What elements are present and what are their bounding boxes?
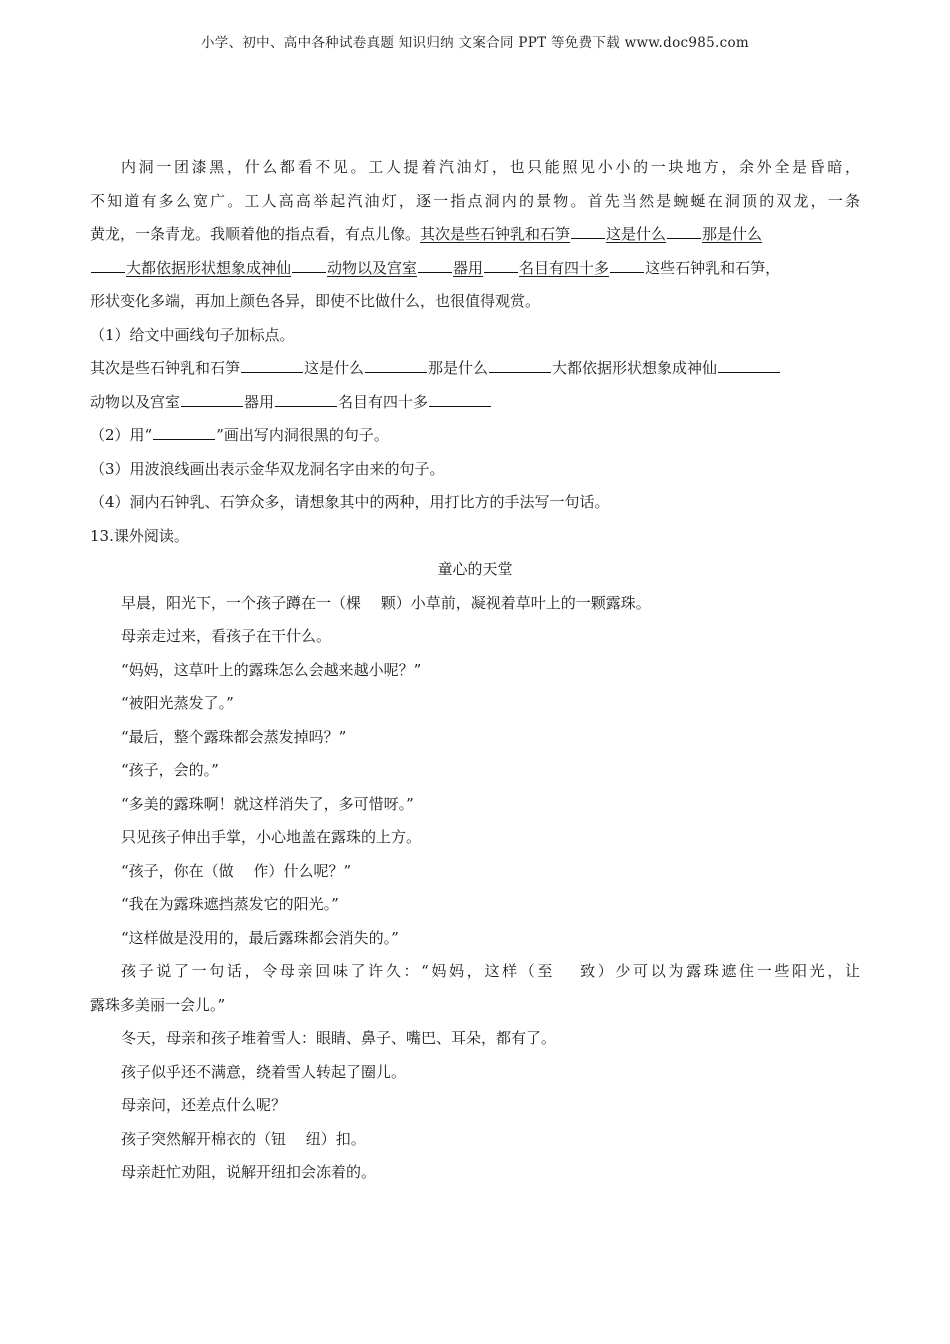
answer-blank[interactable] bbox=[429, 390, 491, 407]
underlined-segment: 那是什么 bbox=[702, 225, 763, 243]
underlined-segment: 这是什么 bbox=[606, 225, 667, 243]
passage-line-5: 形状变化多端，再加上颜色各异，即使不比做什么，也很值得观赏。 bbox=[90, 292, 541, 310]
article-paragraph: 母亲问，还差点什么呢？ bbox=[121, 1096, 287, 1114]
answer-segment: 大都依据形状想象成神仙 bbox=[552, 359, 718, 377]
article-paragraph: 早晨，阳光下，一个孩子蹲在一（棵 颗）小草前，凝视着草叶上的一颗露珠。 bbox=[121, 593, 651, 612]
document-body bbox=[90, 151, 860, 1190]
article-paragraph: 母亲走过来，看孩子在干什么。 bbox=[121, 627, 332, 645]
passage-line-2: 不知道有多么宽广。工人高高举起汽油灯，逐一指点洞内的景物。首先当然是蜿蜒在洞顶的双龙，一条 bbox=[90, 191, 860, 210]
punctuation-blank[interactable] bbox=[418, 256, 452, 273]
underline-sample bbox=[153, 423, 215, 440]
question-2-text: （2）用“ bbox=[90, 426, 153, 444]
article-paragraph-long-line-2: 露珠多美丽一会儿。” bbox=[90, 995, 226, 1014]
answer-segment: 名目有四十多 bbox=[338, 392, 429, 411]
article-paragraph: “多美的露珠啊！就这样消失了，多可惜呀。” bbox=[121, 794, 414, 813]
answer-segment: 这是什么 bbox=[304, 359, 365, 377]
underlined-segment: 其次是些石钟乳和石笋 bbox=[420, 225, 571, 243]
underlined-segment: 名目有四十多 bbox=[519, 258, 610, 277]
article-paragraph-long-line-1: 孩子说了一句话，令母亲回味了许久：“妈妈，这样（至 致）少可以为露珠遮住一些阳光，让 bbox=[121, 962, 860, 980]
question-3: （3）用波浪线画出表示金华双龙洞名字由来的句子。 bbox=[90, 459, 445, 478]
article-paragraph: “我在为露珠遮挡蒸发它的阳光。” bbox=[121, 895, 339, 913]
section-13-label: 13.课外阅读。 bbox=[90, 526, 189, 545]
question-2 bbox=[90, 419, 860, 453]
article-title: 童心的天堂 bbox=[437, 560, 513, 578]
article-paragraph: 只见孩子伸出手掌，小心地盖在露珠的上方。 bbox=[121, 828, 422, 846]
underlined-sentence bbox=[420, 225, 762, 243]
answer-segment: 那是什么 bbox=[428, 359, 489, 377]
punctuation-blank[interactable] bbox=[667, 222, 701, 239]
underlined-segment: 大都依据形状想象成神仙 bbox=[126, 258, 292, 277]
answer-line-2 bbox=[90, 386, 860, 420]
answer-blank[interactable] bbox=[489, 356, 551, 373]
article-paragraph: 孩子突然解开棉衣的（钮 纽）扣。 bbox=[121, 1129, 366, 1148]
answer-segment: 动物以及宫室 bbox=[90, 392, 181, 411]
page-header: 小学、初中、高中各种试卷真题 知识归纳 文案合同 PPT 等免费下载 www.doc985.com bbox=[200, 35, 750, 51]
article-paragraph: “被阳光蒸发了。” bbox=[121, 694, 234, 712]
passage-line-1: 内洞一团漆黑，什么都看不见。工人提着汽油灯，也只能照见小小的一块地方，余外全是昏暗， bbox=[121, 158, 860, 176]
article-paragraph: “最后，整个露珠都会蒸发掉吗？” bbox=[121, 727, 347, 746]
answer-segment: 器用 bbox=[244, 392, 275, 411]
underlined-segment: 动物以及宫室 bbox=[327, 258, 418, 277]
punctuation-blank[interactable] bbox=[484, 256, 518, 273]
article-paragraph: 冬天，母亲和孩子堆着雪人：眼睛、鼻子、嘴巴、耳朵，都有了。 bbox=[121, 1029, 557, 1047]
answer-blank[interactable] bbox=[718, 356, 780, 373]
punctuation-blank[interactable] bbox=[91, 256, 125, 273]
answer-line-1 bbox=[90, 352, 860, 386]
passage-line-3 bbox=[90, 218, 860, 252]
underlined-segment: 器用 bbox=[453, 258, 484, 277]
punctuation-blank[interactable] bbox=[571, 222, 605, 239]
article-paragraph: “这样做是没用的，最后露珠都会消失的。” bbox=[121, 928, 399, 947]
underlined-sentence bbox=[90, 259, 645, 277]
passage-line-4 bbox=[90, 252, 860, 286]
passage-text: 这些石钟乳和石笋， bbox=[645, 258, 781, 277]
article-paragraph: “孩子，会的。” bbox=[121, 761, 219, 779]
passage-text: 黄龙，一条青龙。我顺着他的指点看，有点儿像。 bbox=[90, 225, 421, 243]
article-paragraph: 母亲赶忙劝阻，说解开纽扣会冻着的。 bbox=[121, 1163, 377, 1181]
answer-segment: 其次是些石钟乳和石笋 bbox=[90, 359, 241, 377]
article-paragraph: “孩子，你在（做 作）什么呢？” bbox=[121, 861, 352, 880]
question-4: （4）洞内石钟乳、石笋众多，请想象其中的两种，用打比方的手法写一句话。 bbox=[90, 493, 610, 511]
answer-blank[interactable] bbox=[181, 390, 243, 407]
question-1: （1）给文中画线句子加标点。 bbox=[90, 325, 295, 344]
article-paragraph: “妈妈，这草叶上的露珠怎么会越来越小呢？” bbox=[121, 660, 422, 679]
answer-blank[interactable] bbox=[275, 390, 337, 407]
punctuation-blank[interactable] bbox=[292, 256, 326, 273]
punctuation-blank[interactable] bbox=[610, 256, 644, 273]
question-2-text: ”画出写内洞很黑的句子。 bbox=[216, 426, 389, 444]
answer-blank[interactable] bbox=[365, 356, 427, 373]
article-paragraph: 孩子似乎还不满意，绕着雪人转起了圈儿。 bbox=[121, 1062, 407, 1081]
answer-blank[interactable] bbox=[241, 356, 303, 373]
